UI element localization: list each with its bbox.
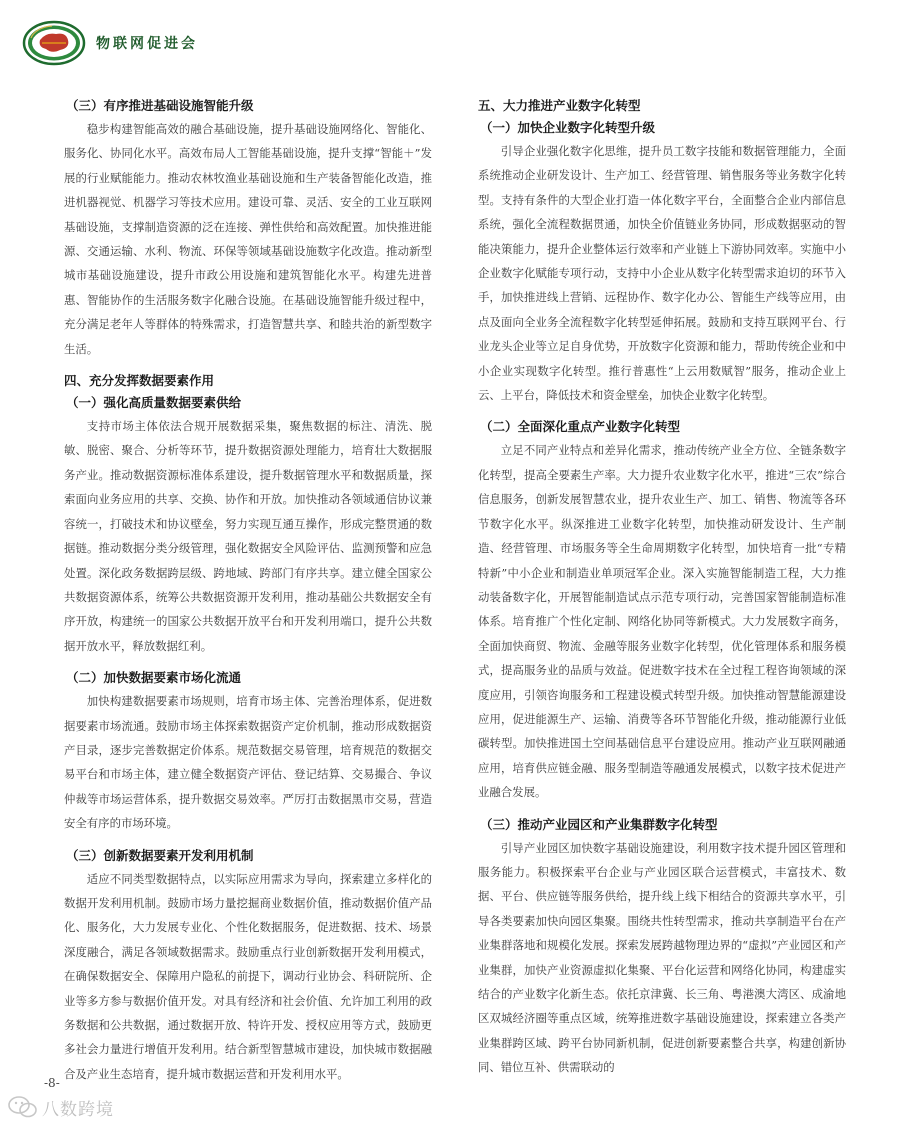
org-name: 物联网促进会 (96, 36, 198, 52)
section-heading: （三）创新数据要素开发利用机制 (66, 847, 254, 863)
right-column (478, 96, 846, 1080)
chapter-heading: 四、充分发挥数据要素作用 (64, 373, 215, 389)
globe-emblem-icon (22, 20, 86, 66)
paragraph: 适应不同类型数据特点，以实际应用需求为导向，探索建立多样化的数据开发利用机制。鼓励市场力量挖掘商业数据价值，推动数据价值产品化、服务化，大力发展专业化、个性化数据服务，促进数据、技术、场景深度融合，满足各领域数据需求。鼓励重点行业创新数据开发利用模式，在确保数据安全、保障用户隐私的前提下，调动行业协会、科研院所、企业等多方参与数据价值开发。对具有经济和社会价值、允许加工利用的政务数据和公共数据，通过数据开放、特许开发、授权应用等方式，鼓励更多社会力量进行增值开发利用。结合新型智慧城市建设，加快城市数据融合及产业生态培育，提升城市数据运营和开发利用水平。 (64, 871, 432, 1081)
section-heading: （一）加快企业数字化转型升级 (480, 120, 656, 135)
page-header (0, 0, 900, 80)
watermark (8, 1094, 114, 1120)
section-heading: （一）强化高质量数据要素供给 (66, 395, 242, 411)
paragraph: 引导企业强化数字化思维，提升员工数字技能和数据管理能力，全面系统推动企业研发设计、生产加工、经营管理、销售服务等业务数字化转型。支持有条件的大型企业打造一体化数字平台，全面整合企业内部信息系统，强化全流程数据贯通，加快全价值链业务协同，形成数据驱动的智能决策能力，提升企业整体运行效率和产业链上下游协同效率。实施中小企业数字化赋能专项行动，支持中小企业从数字化转型需求迫切的环节入手，加快推进线上营销、远程协作、数字化办公、智能生产线等应用，由点及面向全业务全流程数字化转型延伸拓展。鼓励和支持互联网平台、行业龙头企业等立足自身优势，开放数字化资源和能力，帮助传统企业和中小企业实现数字化转型。推行普惠性“上云用数赋智”服务，推动企业上云、上平台，降低技术和资金壁垒，加快企业数字化转型。 (478, 144, 846, 403)
paragraph: 支持市场主体依法合规开展数据采集，聚焦数据的标注、清洗、脱敏、脱密、聚合、分析等环节，提升数据资源处理能力，培育壮大数据服务产业。推动数据资源标准体系建设，提升数据管理水平和数据质量，探索面向业务应用的共享、交换、协作和开放。加快推动各领域通信协议兼容统一，打破技术和协议壁垒，努力实现互通互操作，形成完整贯通的数据链。推动数据分类分级管理，强化数据安全风险评估、监测预警和应急处置。深化政务数据跨层级、跨地域、跨部门有序共享。建立健全国家公共数据资源体系，统筹公共数据资源开发利用，推动基础公共数据安全有序开放，构建统一的国家公共数据开放平台和开发利用端口，提升公共数据开放水平，释放数据红利。 (64, 419, 432, 653)
section-heading: （二）全面深化重点产业数字化转型 (480, 419, 681, 435)
paragraph: 加快构建数据要素市场规则，培育市场主体、完善治理体系，促进数据要素市场流通。鼓励市场主体探索数据资产定价机制，推动形成数据资产目录，逐步完善数据定价体系。规范数据交易管理，培育规范的数据交易平台和市场主体，建立健全数据资产评估、登记结算、交易撮合、争议仲裁等市场运营体系，提升数据交易效率。严厉打击数据黑市交易，营造安全有序的市场环境。 (64, 694, 432, 831)
paragraph: 引导产业园区加快数字基础设施建设，利用数字技术提升园区管理和服务能力。积极探索平台企业与产业园区联合运营模式，丰富技术、数据、平台、供应链等服务供给，提升线上线下相结合的资源共享水平，引导各类要素加快向园区集聚。围绕共性转型需求，推动共享制造平台在产业集群落地和规模化发展。探索发展跨越物理边界的“虚拟”产业园区和产业集群，加快产业资源虚拟化集聚、平台化运营和网络化协同，构建虚实结合的产业数字化新生态。依托京津冀、长三角、粤港澳大湾区、成渝地区双城经济圈等重点区域，统筹推进数字基础设施建设，探索建立各类产业集群跨区域、跨平台协同新机制，促进创新要素整合共享，构建创新协同、错位互补、供需联动的 (478, 840, 846, 1075)
section-heading: （三）推动产业园区和产业集群数字化转型 (480, 816, 718, 832)
page-number: -8- (44, 1076, 60, 1090)
watermark-text: 八数跨境 (42, 1099, 114, 1120)
paragraph: 稳步构建智能高效的融合基础设施，提升基础设施网络化、智能化、服务化、协同化水平。高效布局人工智能基础设施，提升支撑“智能＋”发展的行业赋能能力。推动农林牧渔业基础设施和生产装备智能化改造，推进机器视觉、机器学习等技术应用。建设可靠、灵活、安全的工业互联网基础设施，支撑制造资源的泛在连接、弹性供给和高效配置。加快推进能源、交通运输、水利、物流、环保等领域基础设施数字化改造。推动新型城市基础设施建设，提升市政公用设施和建筑智能化水平。构建先进普惠、智能协作的生活服务数字化融合设施。在基础设施智能升级过程中，充分满足老年人等群体的特殊需求，打造智慧共享、和睦共治的新型数字生活。 (64, 122, 432, 356)
section-heading: （三）有序推进基础设施智能升级 (66, 98, 254, 113)
paragraph: 立足不同产业特点和差异化需求，推动传统产业全方位、全链条数字化转型，提高全要素生产率。大力提升农业数字化水平，推进“三农”综合信息服务，创新发展智慧农业，提升农业生产、加工、销售、物流等各环节数字化水平。纵深推进工业数字化转型，加快推动研发设计、生产制造、经营管理、市场服务等全生命周期数字化转型，加快培育一批“专精特新”中小企业和制造业单项冠军企业。深入实施智能制造工程，大力推动装备数字化，开展智能制造试点示范专项行动，完善国家智能制造标准体系。培育推广个性化定制、网络化协同等新模式。大力发展数字商务，全面加快商贸、物流、金融等服务业数字化转型，优化管理体系和服务模式，提高服务业的品质与效益。促进数字技术在全过程工程咨询领域的深度应用，引领咨询服务和工程建设模式转型升级。加快推动智慧能源建设应用，促进能源生产、运输、消费等各环节智能化升级，推动能源行业低碳转型。加快推进国土空间基础信息平台建设应用。推动产业互联网融通应用，培育供应链金融、服务型制造等融通发展模式，以数字技术促进产业融合发展。 (478, 443, 846, 800)
chapter-heading: 五、大力推进产业数字化转型 (478, 98, 641, 113)
left-column (64, 96, 432, 1086)
section-heading: （二）加快数据要素市场化流通 (66, 670, 242, 686)
wechat-logo-icon (8, 1095, 38, 1119)
